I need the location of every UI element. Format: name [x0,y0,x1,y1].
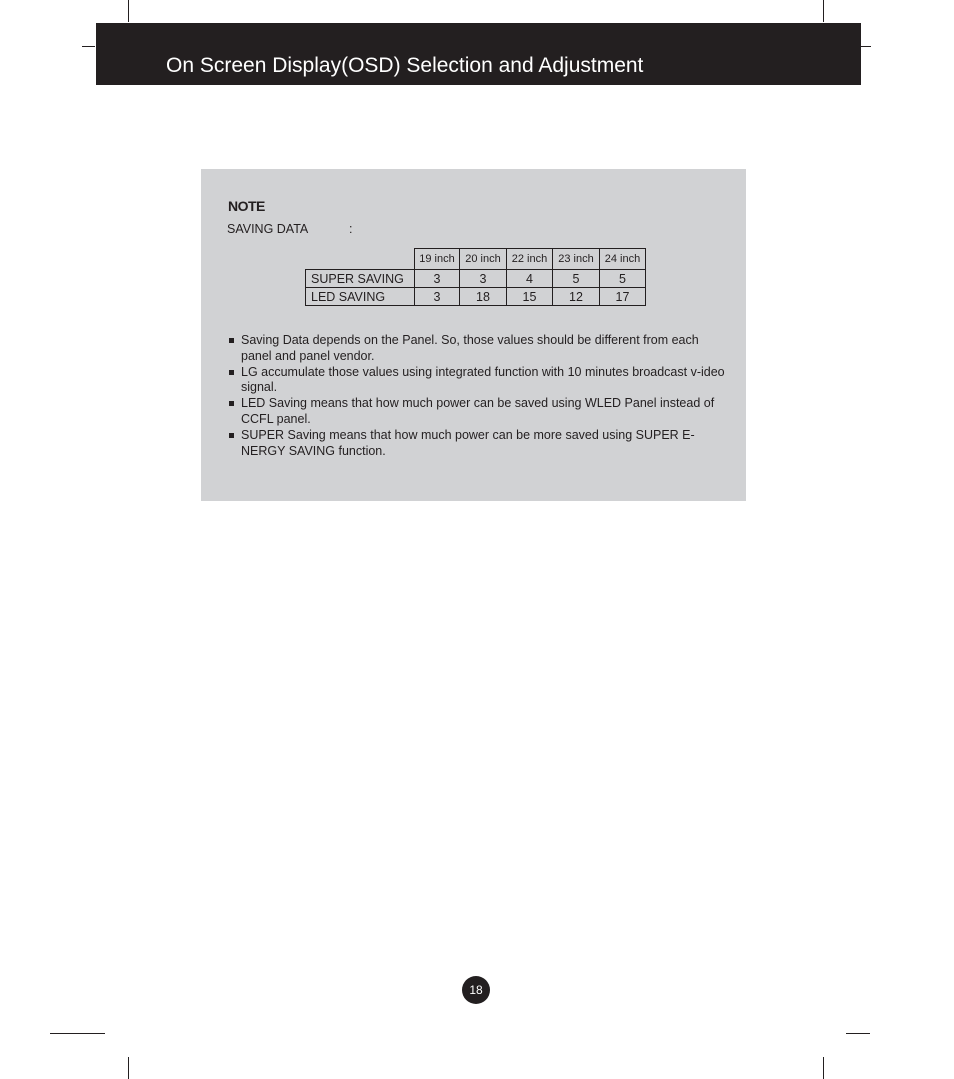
list-item-text: LG accumulate those values using integrated function with 10 minutes broadcast v-ideo signal. [241,364,725,395]
crop-mark-top-left [128,0,129,22]
row-label: SUPER SAVING [306,270,415,288]
table-header-row [306,249,646,270]
table-cell: 17 [600,288,646,306]
crop-mark-bottom-left [50,1033,105,1034]
list-item-text: SUPER Saving means that how much power can be more saved using SUPER E-NERGY SAVING function. [241,427,695,458]
table-cell: 12 [553,288,600,306]
crop-mark-bottom-left-vertical [128,1057,129,1079]
crop-mark-left-upper [82,46,95,47]
page-title: On Screen Display(OSD) Selection and Adjustment [166,54,644,77]
column-header: 23 inch [553,249,600,270]
table-row [306,288,646,306]
header-bar [96,23,861,85]
row-label: LED SAVING [306,288,415,306]
saving-data-colon: : [349,222,353,236]
table-cell: 5 [600,270,646,288]
note-box [201,169,746,501]
column-header: 24 inch [600,249,646,270]
list-item [229,428,731,460]
table-cell: 18 [460,288,507,306]
note-heading: NOTE [228,198,265,214]
table-cell: 5 [553,270,600,288]
table-row [306,270,646,288]
square-bullet-icon [229,370,234,375]
table-cell: 15 [507,288,553,306]
square-bullet-icon [229,401,234,406]
list-item-text: Saving Data depends on the Panel. So, those values should be different from each panel and panel vendor. [241,333,699,363]
list-item [229,396,731,428]
crop-mark-right-upper [861,46,871,47]
square-bullet-icon [229,433,234,438]
table-cell: 3 [460,270,507,288]
column-header: 20 inch [460,249,507,270]
table-corner-cell [306,249,415,270]
table-cell: 3 [415,288,460,306]
crop-mark-bottom-right [846,1033,870,1034]
list-item [229,333,731,365]
saving-data-table [305,248,646,306]
column-header: 22 inch [507,249,553,270]
list-item [229,365,731,397]
table-cell: 3 [415,270,460,288]
column-header: 19 inch [415,249,460,270]
saving-data-label: SAVING DATA [227,222,309,236]
square-bullet-icon [229,338,234,343]
list-item-text: LED Saving means that how much power can be saved using WLED Panel instead of CCFL panel. [241,396,715,426]
notes-list [229,333,731,459]
page-number-badge: 18 [462,976,490,1004]
table-cell: 4 [507,270,553,288]
crop-mark-bottom-right-vertical [823,1057,824,1079]
crop-mark-top-right [823,0,824,22]
